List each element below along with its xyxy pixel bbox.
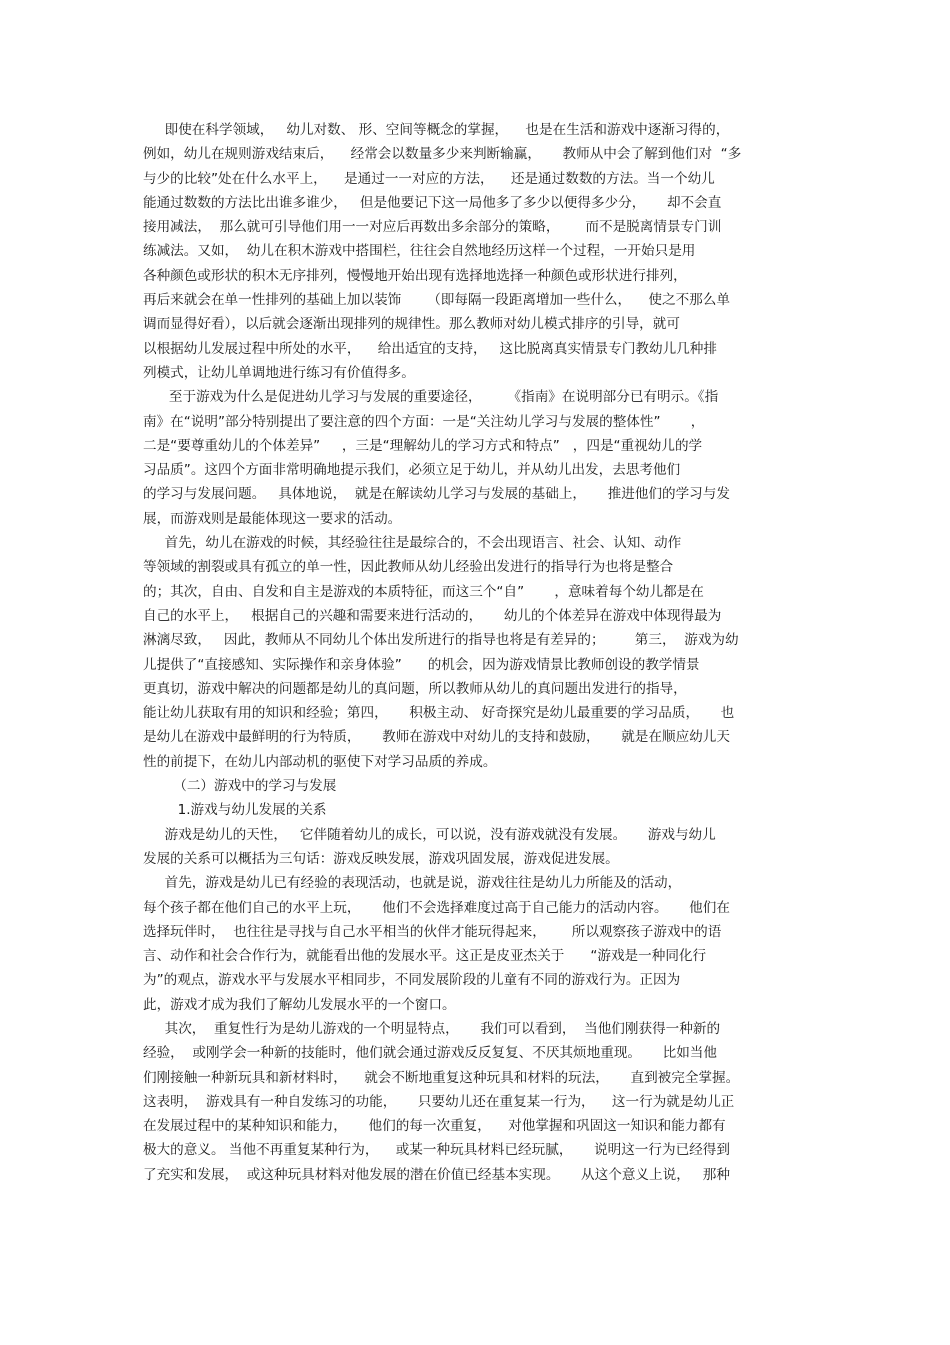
- text-line: 发展的关系可以概括为三句话：游戏反映发展，游戏巩固发展，游戏促进发展。: [143, 850, 619, 867]
- text-line: 能通过数数的方法比出谁多谁少， 但是他要记下这一局他多了多少以便得多少分， 却不会直: [143, 194, 722, 211]
- text-line: 以根据幼儿发展过程中所处的水平， 给出适宜的支持， 这比脱离真实情景专门教幼儿几种排: [143, 340, 717, 357]
- text-line: 列模式，让幼儿单调地进行练习有价值得多。: [143, 364, 415, 381]
- text-line: 首先，幼儿在游戏的时候，其经验往往是最综合的，不会出现语言、社会、认知、动作: [143, 535, 682, 552]
- text-line: 其次， 重复性行为是幼儿游戏的一个明显特点， 我们可以看到， 当他们刚获得一种新的: [143, 1020, 721, 1037]
- text-line: 为”的观点，游戏水平与发展水平相同步，不同发展阶段的儿童有不同的游戏行为。正因为: [143, 972, 681, 989]
- text-line: 经验， 或刚学会一种新的技能时，他们就会通过游戏反反复复、不厌其烦地重现。 比如当他: [143, 1045, 717, 1062]
- text-line: 这表明， 游戏具有一种自发练习的功能， 只要幼儿还在重复某一行为， 这一行为就是幼儿正: [143, 1093, 735, 1110]
- text-line: 了充实和发展， 或这种玩具材料对他发展的潜在价值已经基本实现。 从这个意义上说， 那种: [143, 1166, 730, 1183]
- text-line: （二）游戏中的学习与发展: [143, 778, 337, 795]
- text-line: 各种颜色或形状的积木无序排列，慢慢地开始出现有选择地选择一种颜色或形状进行排列，: [143, 267, 687, 284]
- text-line: 们刚接触一种新玩具和新材料时， 就会不断地重复这种玩具和材料的玩法， 直到被完全掌握。: [143, 1069, 740, 1086]
- text-line: 练减法。又如， 幼儿在积木游戏中搭围栏，往往会自然地经历这样一个过程，一开始只是用: [143, 243, 696, 260]
- text-line: 至于游戏为什么是促进幼儿学习与发展的重要途径， 《指南》在说明部分已有明示。《指: [143, 389, 719, 406]
- text-line: 调而显得好看），以后就会逐渐出现排列的规律性。那么教师对幼儿模式排序的引导，就可: [143, 316, 680, 333]
- text-line: 展，而游戏则是最能体现这一要求的活动。: [143, 510, 402, 527]
- text-line: 例如，幼儿在规则游戏结束后， 经常会以数量多少来判断输赢， 教师从中会了解到他们对 “多: [143, 146, 742, 163]
- text-line: 的学习与发展问题。 具体地说， 就是在解读幼儿学习与发展的基础上， 推进他们的学习与发: [143, 486, 730, 503]
- text-line: 是幼儿在游戏中最鲜明的行为特质， 教师在游戏中对幼儿的支持和鼓励， 就是在顺应幼儿天: [143, 729, 730, 746]
- text-line: 更真切，游戏中解决的问题都是幼儿的真问题，所以教师从幼儿的真问题出发进行的指导，: [143, 680, 687, 697]
- text-line: 再后来就会在单一性排列的基础上加以装饰 （即每隔一段距离增加一些什么， 使之不那么单: [143, 292, 730, 309]
- text-line: 1.游戏与幼儿发展的关系: [143, 802, 327, 819]
- text-line: 南》在“说明”部分特别提出了要注意的四个方面：一是“关注幼儿学习与发展的整体性” ，: [143, 413, 705, 430]
- text-line: 游戏是幼儿的天性， 它伴随着幼儿的成长，可以说，没有游戏就没有发展。 游戏与幼儿: [143, 826, 716, 843]
- text-line: 等领域的割裂或具有孤立的单一性，因此教师从幼儿经验出发进行的指导行为也将是整合: [143, 559, 674, 576]
- text-line: 每个孩子都在他们自己的水平上玩， 他们不会选择难度过高于自己能力的活动内容。 他们在: [143, 899, 730, 916]
- document-body: [143, 118, 810, 1187]
- text-line: 的；其次，自由、自发和自主是游戏的本质特征，而这三个“自” ，意味着每个幼儿都是在: [143, 583, 704, 600]
- text-line: 选择玩伴时， 也往往是寻找与自己水平相当的伙伴才能玩得起来， 所以观察孩子游戏中的语: [143, 923, 722, 940]
- text-line: 淋漓尽致， 因此，教师从不同幼儿个体出发所进行的指导也将是有差异的； 第三， 游戏为幼: [143, 632, 739, 649]
- text-line: 言、动作和社会合作行为，就能看出他的发展水平。这正是皮亚杰关于 “游戏是一种同化行: [143, 948, 707, 965]
- text-line: 自己的水平上， 根据自己的兴趣和需要来进行活动的， 幼儿的个体差异在游戏中体现得最为: [143, 607, 722, 624]
- text-line: 性的前提下，在幼儿内部动机的驱使下对学习品质的养成。: [143, 753, 497, 770]
- text-line: 接用减法， 那么就可引导他们用一一对应后再数出多余部分的策略， 而不是脱离情景专门训: [143, 219, 722, 236]
- text-line: 二是“要尊重幼儿的个体差异” ，三是“理解幼儿的学习方式和特点” ，四是“重视幼儿的学: [143, 437, 703, 454]
- text-line: 即使在科学领域， 幼儿对数、 形、空间等概念的掌握， 也是在生活和游戏中逐渐习得的，: [143, 122, 730, 138]
- text-line: 在发展过程中的某种知识和能力， 他们的每一次重复， 对他掌握和巩固这一知识和能力都有: [143, 1118, 726, 1135]
- text-line: 儿提供了“直接感知、实际操作和亲身体验” 的机会，因为游戏情景比教师创设的教学情景: [143, 656, 700, 673]
- text-line: 能让幼儿获取有用的知识和经验；第四， 积极主动、 好奇探究是幼儿最重要的学习品质， 也: [143, 705, 735, 722]
- text-line: 与少的比较”处在什么水平上， 是通过一一对应的方法， 还是通过数数的方法。当一个幼儿: [143, 170, 715, 187]
- text-line: 习品质”。这四个方面非常明确地提示我们，必须立足于幼儿，并从幼儿出发，去思考他们: [143, 462, 681, 479]
- text-line: 此，游戏才成为我们了解幼儿发展水平的一个窗口。: [143, 996, 456, 1013]
- text-line: 极大的意义。 当他不再重复某种行为， 或某一种玩具材料已经玩腻， 说明这一行为已经得到: [143, 1142, 730, 1159]
- text-line: 首先，游戏是幼儿已有经验的表现活动，也就是说，游戏往往是幼儿力所能及的活动，: [143, 875, 682, 892]
